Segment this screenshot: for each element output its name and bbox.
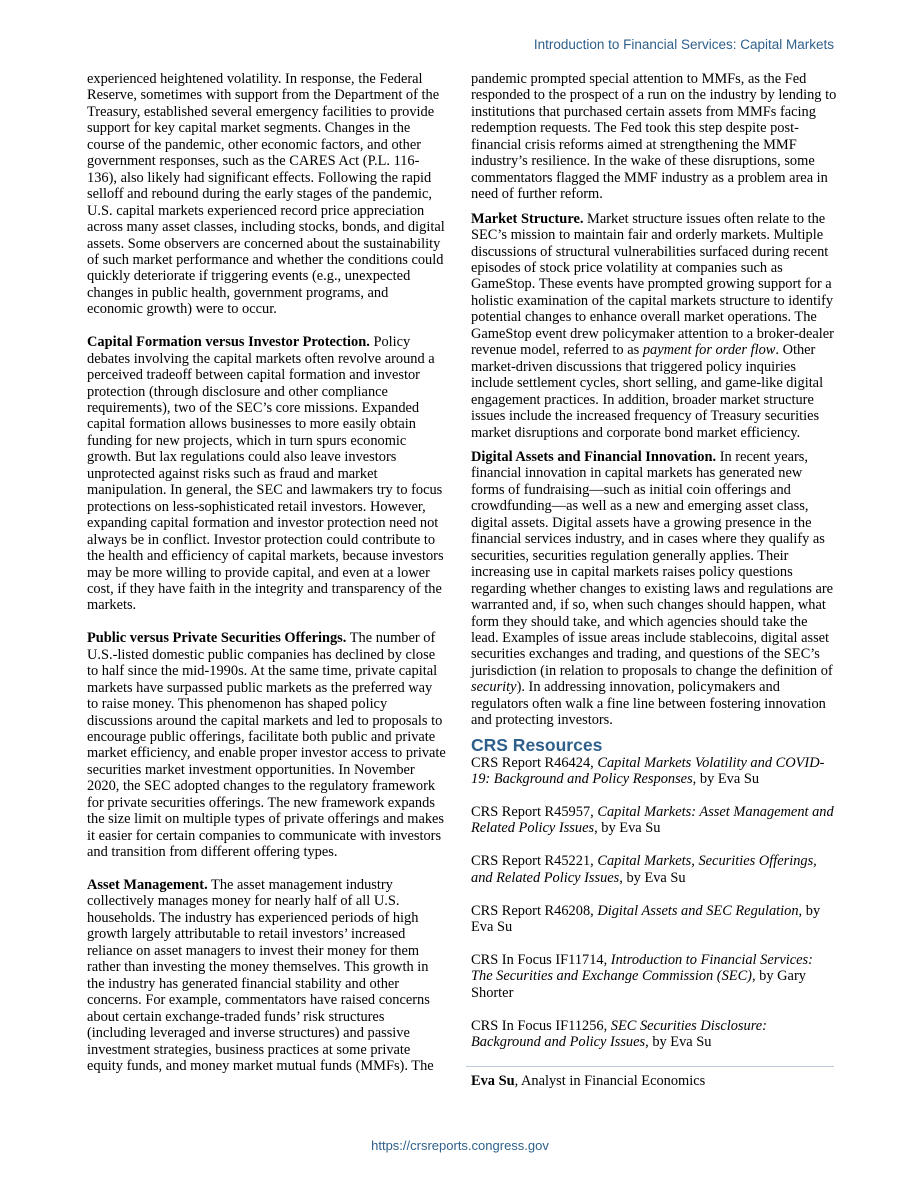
paragraph-digital-assets (471, 449, 837, 729)
term-payment-for-order-flow: payment for order flow (642, 342, 776, 359)
author-line (471, 1073, 837, 1089)
resource-prefix: CRS Report R45221, (471, 853, 598, 870)
heading-public-private: Public versus Private Securities Offerings. (87, 630, 347, 647)
resource-suffix: , by Eva Su (692, 771, 760, 788)
running-header: Introduction to Financial Services: Capital Markets (533, 37, 834, 52)
resource-title: SEC Securities Disclosure: Background and Policy Issues (471, 1017, 767, 1051)
left-column (87, 71, 447, 1074)
resource-item (471, 755, 837, 788)
text-digital-assets-a: In recent years, financial innovation in capital markets has generated new forms of fundraising—such as initial coin offerings and crowdfunding—as well as a new and emerging asset class, digital assets. Digital assets have a growing presence in the financial services industry, and in cases where they qualify as securities, securities regulation generally applies. Their increasing use in capital markets raises policy questions regarding whether changes to existing laws and regulations are warranted and, if so, when such changes should happen, what form they should take, and which agencies should take the lead. Examples of issue areas include stablecoins, digital asset securities exchanges and trading, and questions of the SEC’s jurisdiction (in relation to proposals to change the definition of (471, 448, 834, 679)
text-market-structure-b: . Other market-driven discussions that triggered policy inquiries include settlement cycles, short selling, and game-like digital engagement practices. In addition, broader market structure issues include the increased frequency of Treasury securities market disruptions and corporate bond market efficiency. (471, 342, 824, 441)
heading-digital-assets: Digital Assets and Financial Innovation. (471, 448, 717, 465)
heading-asset-management: Asset Management. (87, 877, 208, 894)
resources-heading: CRS Resources (471, 734, 603, 755)
term-security: security (471, 679, 517, 696)
resource-item (471, 952, 837, 1001)
text-public-private: The number of U.S.-listed domestic public companies has declined by close to half since the mid-1990s. At the same time, private capital markets have surpassed public markets as the preferred way to raise money. This phenomenon has shaped policy discussions around the capital markets and led to proposals to encourage public offerings, facilitate both public and private market efficiency, and enable proper investor access to private securities market investment opportunities. In November 2020, the SEC adopted changes to the regulatory framework for private securities offerings. The new framework expands the size limit on multiple types of private offerings and makes it easier for certain companies to communicate with investors and transition from different offering types. (87, 630, 446, 861)
paragraph-public-private (87, 630, 447, 860)
paragraph-volatility-continued: experienced heightened volatility. In response, the Federal Reserve, sometimes with support from the Department of the Treasury, established several emergency facilities to provide support for key capital market segments. Changes in the course of the pandemic, other economic factors, and other government responses, such as the CARES Act (P.L. 116-136), also likely had significant effects. Following the rapid selloff and rebound during the early stages of the pandemic, U.S. capital markets experienced record price appreciation across many asset classes, including stocks, bonds, and digital assets. Some observers are concerned about the sustainability of such market performance and whether the conditions could quickly deteriorate if triggering events (e.g., unexpected changes in public health, government programs, and economic growth) were to occur. (87, 71, 445, 318)
resource-item (471, 903, 837, 936)
resource-suffix: , by Eva Su (471, 902, 821, 936)
paragraph-mmf-continued: pandemic prompted special attention to MMFs, as the Fed responded to the prospect of a run on the industry by lending to institutions that purchased certain assets from MMFs facing redemption requests. The Fed took this step despite post-financial crisis reforms aimed at strengthening the MMF industry’s resilience. In the wake of these disruptions, some commentators flagged the MMF industry as a problem area in need of further reform. (471, 71, 837, 203)
resource-suffix: , by Eva Su (645, 1034, 712, 1051)
footer-url: https://crsreports.congress.gov (371, 1138, 549, 1153)
resource-item (471, 1018, 837, 1051)
heading-market-structure: Market Structure. (471, 210, 584, 227)
author-name: Eva Su (471, 1072, 515, 1089)
paragraph-market-structure (471, 211, 837, 441)
text-asset-management: The asset management industry collectively manages money for nearly half of all U.S. households. The industry has experienced periods of high growth largely attributable to retail investors’ increased reliance on asset managers to invest their money for them rather than investing the money themselves. This growth in the industry has generated financial stability and other concerns. For example, commentators have raised concerns about certain exchange-traded funds’ risk structures (including leveraged and inverse structures) and passive investment strategies, business practices at some private equity funds, and money market mutual funds (MMFs). The (87, 877, 434, 1074)
resource-title: Digital Assets and SEC Regulation (597, 902, 799, 919)
author-divider (466, 1066, 834, 1067)
text-digital-assets-b: ). In addressing innovation, policymakers and regulators often walk a fine line between fostering innovation and protecting investors. (471, 679, 826, 729)
resource-prefix: CRS Report R46424, (471, 754, 598, 771)
resource-title: Capital Markets Volatility and COVID-19: Background and Policy Responses (471, 754, 825, 788)
resource-suffix: , by Eva Su (619, 869, 686, 886)
resource-prefix: CRS Report R46208, (471, 902, 598, 919)
resource-title: Capital Markets: Asset Management and Related Policy Issues (471, 803, 834, 837)
resources-list (471, 755, 837, 1051)
resource-suffix: , by Gary Shorter (471, 968, 806, 1001)
resource-prefix: CRS In Focus IF11714, (471, 951, 611, 968)
paragraph-capital-formation (87, 334, 447, 614)
resource-item (471, 804, 837, 837)
text-capital-formation: Policy debates involving the capital markets often revolve around a perceived tradeoff between capital formation and investor protection (through disclosure and other compliance requirements), two of the SEC’s core missions. Expanded capital formation allows businesses to more easily obtain funding for new projects, which in turn spurs economic growth. But lax regulations could also leave investors unprotected against risks such as fraud and market manipulation. In general, the SEC and lawmakers try to focus protections on less-sophisticated retail investors. However, expanding capital formation and investor protection need not always be in conflict. Investor protection could contribute to the health and efficiency of capital markets, because investors may be more willing to provide capital, and even at a lower cost, if they have faith in the integrity and transparency of the markets. (87, 334, 444, 614)
resource-title: Capital Markets, Securities Offerings, and Related Policy Issues (471, 853, 817, 886)
resource-prefix: CRS Report R45957, (471, 803, 598, 820)
resource-suffix: , by Eva Su (594, 820, 661, 837)
paragraph-asset-management (87, 877, 447, 1074)
author-role: , Analyst in Financial Economics (514, 1072, 706, 1089)
right-column (471, 71, 837, 1089)
heading-capital-formation: Capital Formation versus Investor Protection. (87, 334, 370, 351)
resource-item (471, 853, 837, 886)
text-market-structure-a: Market structure issues often relate to the SEC’s mission to maintain fair and orderly markets. Multiple discussions of structural vulnerabilities surfaced during recent episodes of stock price volatility at companies such as GameStop. These events have prompted growing support for a holistic examination of the capital markets structure to identify potential changes to enhance overall market operations. The GameStop event drew policymaker attention to a broker-dealer revenue model, referred to as (471, 210, 834, 359)
resource-title: Introduction to Financial Services: The Securities and Exchange Commission (SEC) (471, 951, 813, 985)
resource-prefix: CRS In Focus IF11256, (471, 1017, 611, 1034)
